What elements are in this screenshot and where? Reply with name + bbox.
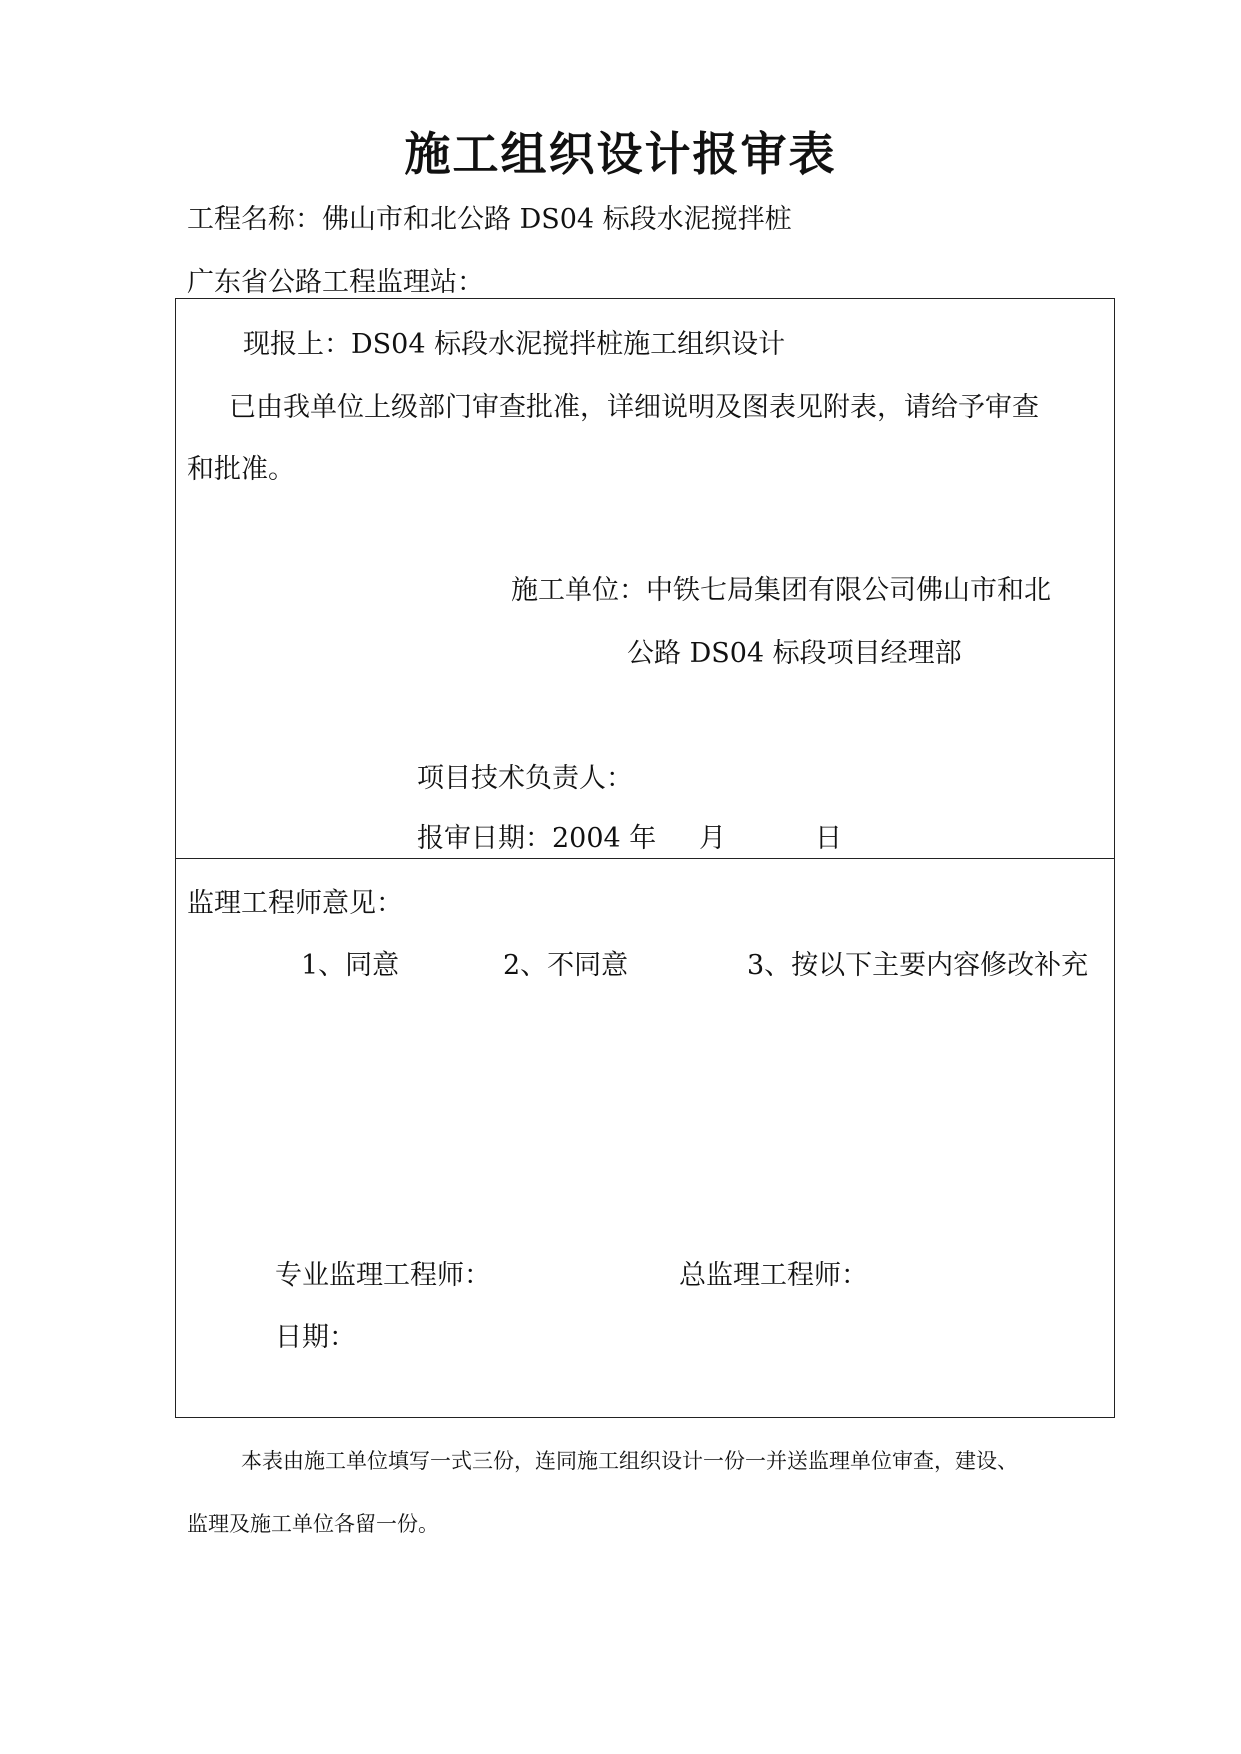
chief-engineer-label: 总监理工程师： — [679, 1260, 868, 1291]
footer-note-line-2: 监理及施工单位各留一份。 — [187, 1512, 439, 1536]
contractor-line-2: 公路 DS04 标段项目经理部 — [627, 638, 962, 669]
opinion-label: 监理工程师意见： — [187, 888, 403, 919]
tech-lead-label: 项目技术负责人： — [417, 763, 633, 794]
addressee: 广东省公路工程监理站： — [187, 267, 484, 298]
submission-month-label: 月 — [699, 823, 726, 854]
submission-date-label: 报审日期：2004 年 — [417, 823, 657, 854]
option-agree: 1、同意 — [301, 950, 400, 981]
form-title: 施工组织设计报审表 — [404, 127, 837, 181]
section-divider — [175, 858, 1115, 859]
project-name: 工程名称：佛山市和北公路 DS04 标段水泥搅拌桩 — [187, 204, 792, 235]
submission-line-1: 现报上：DS04 标段水泥搅拌桩施工组织设计 — [243, 329, 786, 360]
submission-line-2: 已由我单位上级部门审查批准，详细说明及图表见附表，请给予审查 — [229, 392, 1039, 423]
footer-note-line-1: 本表由施工单位填写一式三份，连同施工组织设计一份一并送监理单位审查，建设、 — [241, 1449, 1018, 1473]
contractor-line-1: 施工单位：中铁七局集团有限公司佛山市和北 — [511, 575, 1051, 606]
submission-day-label: 日 — [815, 823, 842, 854]
specialist-engineer-label: 专业监理工程师： — [275, 1260, 491, 1291]
option-revise: 3、按以下主要内容修改补充 — [747, 950, 1089, 981]
submission-line-3: 和批准。 — [187, 454, 295, 485]
supervision-date-label: 日期： — [275, 1322, 356, 1353]
option-disagree: 2、不同意 — [503, 950, 629, 981]
